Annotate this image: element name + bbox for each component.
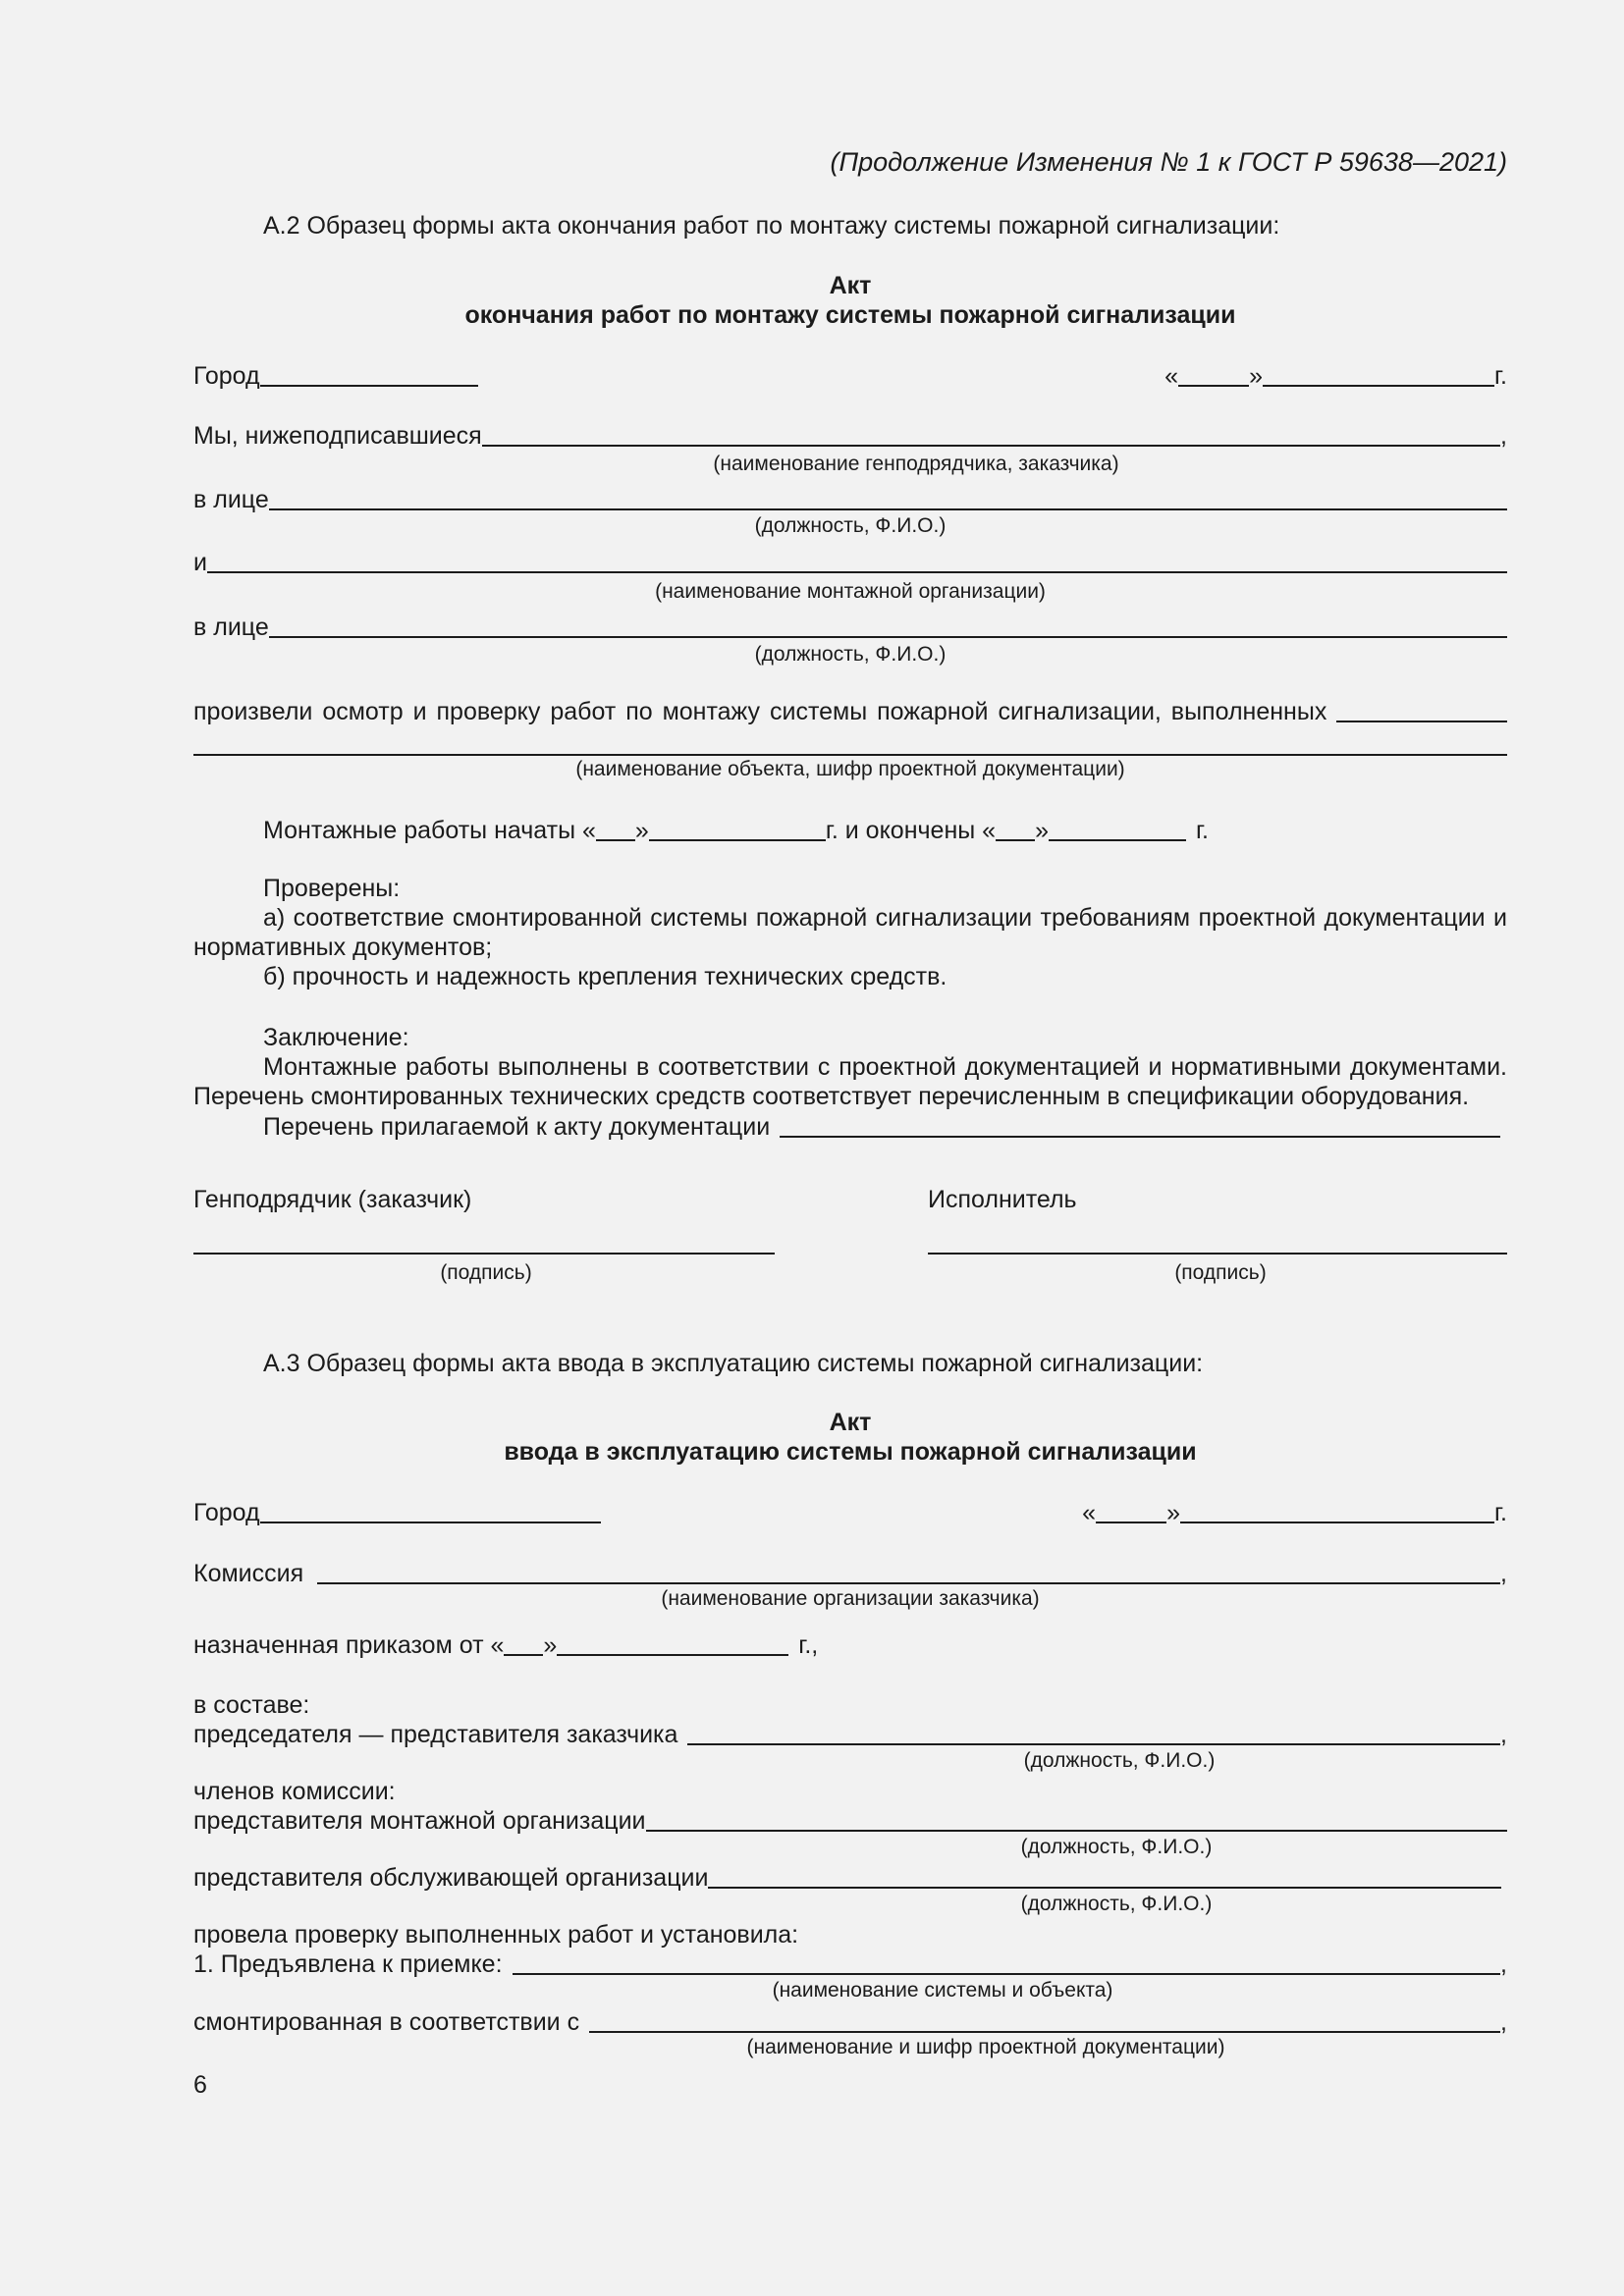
- a3-order-month-field[interactable]: [557, 1629, 788, 1656]
- a3-comma-4: ,: [1500, 2008, 1507, 2036]
- a3-date-open-quote: «: [1082, 1499, 1097, 1526]
- a3-position-caption-3: (должность, Ф.И.О.): [1020, 1893, 1213, 1915]
- a2-signature-right-caption: (подпись): [1174, 1261, 1267, 1284]
- act-a3-title-line2: ввода в эксплуатацию системы пожарной сигнализации: [504, 1438, 1197, 1466]
- a2-contractor-caption: (наименование генподрядчика, заказчика): [713, 453, 1119, 475]
- a3-checked-label: провела проверку выполненных работ и установила:: [193, 1921, 799, 1949]
- a3-order-year: г.,: [798, 1631, 819, 1659]
- continuation-header: (Продолжение Изменения № 1 к ГОСТ Р 59638—2021): [830, 147, 1507, 177]
- a2-sign-left-label: Генподрядчик (заказчик): [193, 1186, 472, 1213]
- a3-comma-2: ,: [1500, 1721, 1507, 1748]
- a3-service-rep-field[interactable]: [708, 1862, 1501, 1889]
- a3-order-close-quote: »: [543, 1631, 558, 1659]
- a2-conclusion-text: Монтажные работы выполнены в соответствии с проектной документацией и нормативными документами. Перечень смонтированных технических средств соответствует перечисленным в спецификации оборудования.: [193, 1053, 1507, 1110]
- a2-object-caption: (наименование объекта, шифр проектной документации): [575, 758, 1125, 780]
- a3-project-docs-caption: (наименование и шифр проектной документации): [746, 2036, 1225, 2058]
- a3-project-docs-field[interactable]: [589, 2006, 1500, 2033]
- a3-position-caption-2: (должность, Ф.И.О.): [1020, 1836, 1213, 1858]
- a3-year-suffix: г.: [1493, 1499, 1507, 1526]
- a3-composition-label: в составе:: [193, 1691, 310, 1719]
- a2-works-ended-label: г. и окончены «: [825, 817, 997, 844]
- a2-date-close-quote: »: [1249, 362, 1263, 390]
- a2-in-person-row-1: [193, 485, 1507, 514]
- a2-works-year: г.: [1195, 817, 1209, 844]
- a2-object-field[interactable]: [193, 754, 1507, 756]
- a3-mounted-row: [193, 2007, 1507, 2037]
- a3-system-object-field[interactable]: [513, 1949, 1501, 1975]
- a3-city-label: Город: [193, 1499, 260, 1526]
- a2-installer-row: [193, 548, 1507, 577]
- a2-works-close-quote-1: »: [634, 817, 649, 844]
- a2-installer-field[interactable]: [207, 547, 1507, 573]
- a2-comma: ,: [1500, 422, 1507, 450]
- a3-order-label: назначенная приказом от «: [193, 1631, 505, 1659]
- a3-commission-label: Комиссия: [193, 1560, 304, 1587]
- a2-position-caption-2: (должность, Ф.И.О.): [754, 643, 947, 666]
- a2-undersigned-label: Мы, нижеподписавшиеся: [193, 422, 482, 450]
- a3-chairman-label: председателя — представителя заказчика: [193, 1721, 678, 1748]
- a3-system-object-caption: (наименование системы и объекта): [772, 1979, 1113, 2002]
- act-a2-title-line1: Акт: [829, 272, 872, 299]
- a2-works-dates-row: [263, 815, 1209, 845]
- a3-date-day-field[interactable]: [1096, 1497, 1166, 1523]
- a3-date-month-field[interactable]: [1180, 1497, 1494, 1523]
- a2-contractor-field[interactable]: [482, 420, 1500, 447]
- a3-chairman-row: [193, 1720, 1507, 1749]
- a2-in-person-label-2: в лице: [193, 614, 269, 641]
- a3-comma-1: ,: [1500, 1560, 1507, 1587]
- a2-date-day-field[interactable]: [1178, 360, 1249, 387]
- a2-date-open-quote: «: [1164, 362, 1179, 390]
- a2-year-suffix: г.: [1493, 362, 1507, 390]
- a2-executor-field[interactable]: [1336, 696, 1507, 722]
- a3-installer-rep-label: представителя монтажной организации: [193, 1807, 646, 1835]
- act-a2-title-line2: окончания работ по монтажу системы пожарной сигнализации: [464, 301, 1236, 329]
- a2-in-person-label-1: в лице: [193, 486, 269, 513]
- a3-members-label: членов комиссии:: [193, 1778, 396, 1805]
- a2-sign-right-label: Исполнитель: [928, 1186, 1077, 1213]
- a3-customer-org-caption: (наименование организации заказчика): [661, 1587, 1040, 1610]
- act-a3-title-line1: Акт: [829, 1409, 872, 1436]
- a2-city-field[interactable]: [260, 360, 478, 387]
- a3-item1-label: 1. Предъявлена к приемке:: [193, 1950, 503, 1978]
- a2-person-field-1[interactable]: [269, 484, 1507, 510]
- a2-installer-caption: (наименование монтажной организации): [655, 580, 1046, 603]
- a3-date-close-quote: »: [1166, 1499, 1180, 1526]
- page-number: 6: [193, 2071, 207, 2099]
- a2-date-month-field[interactable]: [1263, 360, 1494, 387]
- a2-start-month-field[interactable]: [649, 815, 826, 841]
- a3-installer-rep-row: [193, 1806, 1507, 1836]
- a3-order-row: [193, 1629, 818, 1660]
- a2-signature-left-field[interactable]: [193, 1253, 775, 1255]
- a2-checked-label: Проверены:: [263, 875, 401, 902]
- a2-and-label: и: [193, 549, 207, 576]
- a2-undersigned-row: [193, 421, 1507, 451]
- a2-signature-left-caption: (подпись): [440, 1261, 532, 1284]
- a2-checked-a: а) соответствие смонтированной системы пожарной сигнализации требованиям проектной документации и нормативных документов;: [193, 904, 1507, 961]
- section-a3-intro: А.3 Образец формы акта ввода в эксплуатацию системы пожарной сигнализации:: [263, 1350, 1204, 1377]
- a2-city-label: Город: [193, 362, 260, 390]
- a3-customer-org-field[interactable]: [317, 1558, 1500, 1584]
- a2-signature-right-field[interactable]: [928, 1253, 1507, 1255]
- a2-person-field-2[interactable]: [269, 612, 1507, 638]
- a2-inspection-row: [193, 697, 1507, 726]
- a2-works-close-quote-2: »: [1035, 817, 1049, 844]
- a2-conclusion-label: Заключение:: [263, 1024, 409, 1051]
- a3-order-day-field[interactable]: [504, 1629, 543, 1656]
- a2-in-person-row-2: [193, 613, 1507, 642]
- a2-attached-docs-label: Перечень прилагаемой к акту документации: [263, 1113, 771, 1141]
- a2-attached-docs-field[interactable]: [780, 1111, 1500, 1138]
- a3-city-date-row: [193, 1498, 1507, 1527]
- a3-installer-rep-field[interactable]: [646, 1805, 1508, 1832]
- a3-chairman-field[interactable]: [687, 1719, 1500, 1745]
- a3-position-caption-1: (должность, Ф.И.О.): [1023, 1749, 1216, 1772]
- a2-start-day-field[interactable]: [596, 815, 635, 841]
- a3-service-rep-label: представителя обслуживающей организации: [193, 1864, 709, 1892]
- a2-inspection-text: произвели осмотр и проверку работ по монтажу системы пожарной сигнализации, выполненных: [193, 698, 1327, 725]
- a2-end-month-field[interactable]: [1049, 815, 1186, 841]
- a3-service-rep-row: [193, 1863, 1501, 1893]
- a2-end-day-field[interactable]: [996, 815, 1035, 841]
- a3-commission-row: [193, 1559, 1507, 1588]
- a2-checked-b: б) прочность и надежность крепления технических средств.: [263, 963, 947, 990]
- a3-item1-row: [193, 1949, 1507, 1979]
- a3-comma-3: ,: [1500, 1950, 1507, 1978]
- a2-city-date-row: [193, 361, 1507, 391]
- a3-city-field[interactable]: [260, 1497, 601, 1523]
- section-a2-intro: А.2 Образец формы акта окончания работ по монтажу системы пожарной сигнализации:: [263, 212, 1280, 240]
- a2-position-caption-1: (должность, Ф.И.О.): [754, 514, 947, 537]
- a2-attached-docs-row: [263, 1112, 1500, 1142]
- a3-mounted-label: смонтированная в соответствии с: [193, 2008, 580, 2036]
- a2-works-started-label: Монтажные работы начаты «: [263, 817, 596, 844]
